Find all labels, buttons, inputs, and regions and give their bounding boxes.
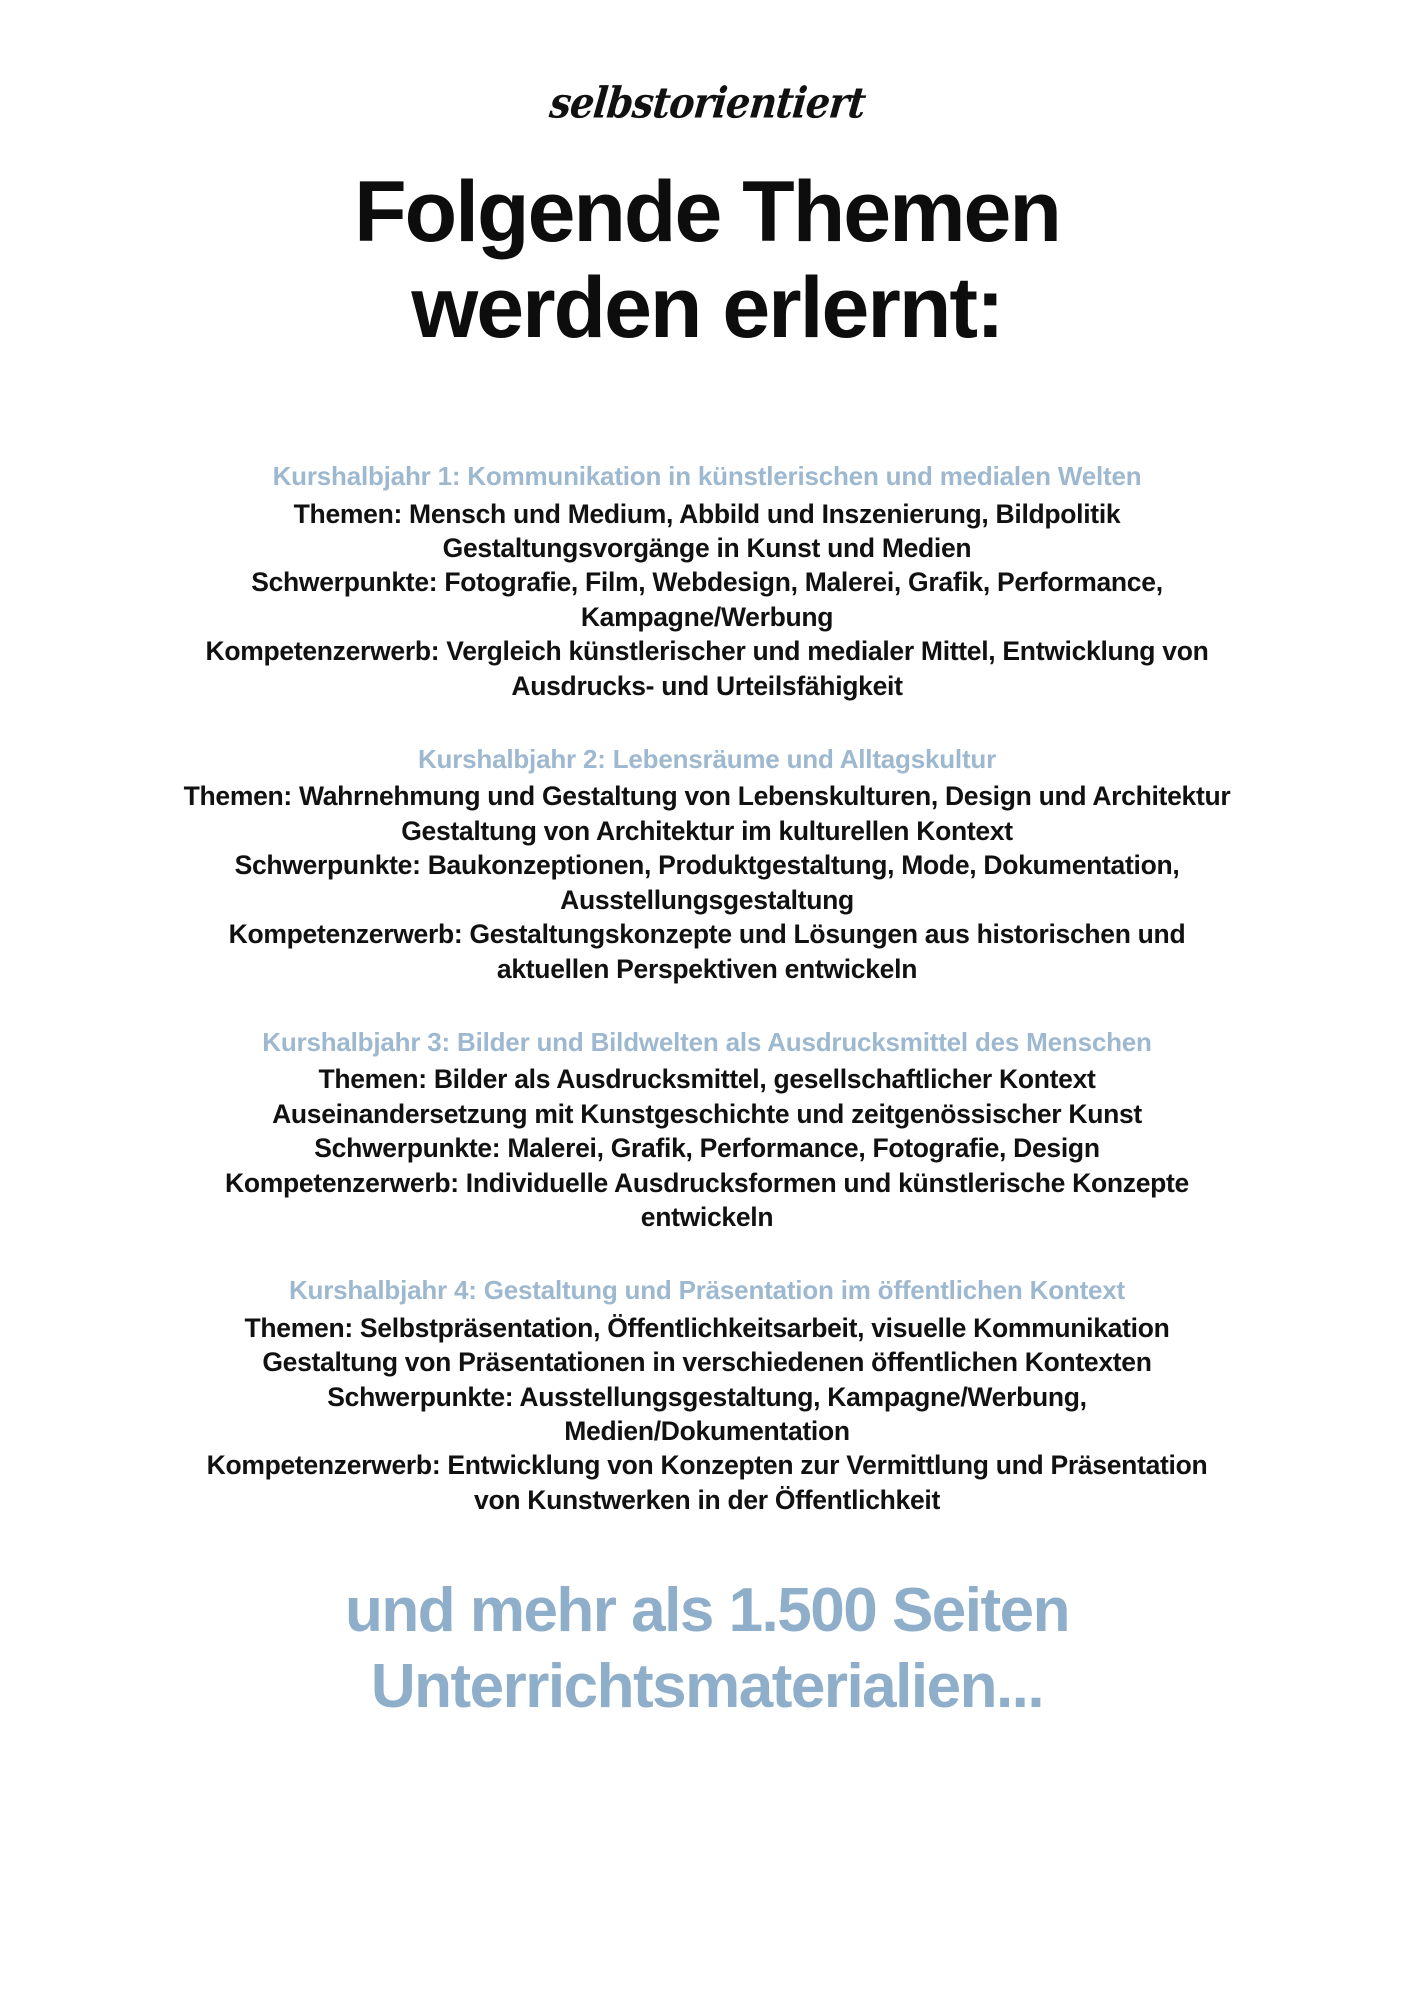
page-title-line-1: Folgende Themen [354,164,1060,260]
section-line: entwickeln [640,1202,774,1233]
section-line: Ausstellungsgestaltung [560,884,854,915]
section-line: Schwerpunkte: Malerei, Grafik, Performance, Fotografie, Design [314,1133,1100,1164]
course-section-3 [62,1026,1352,1234]
section-line: von Kunstwerken in der Öffentlichkeit [474,1484,940,1515]
section-title: Kurshalbjahr 3: Bilder und Bildwelten als Ausdrucksmittel des Menschen [262,1027,1152,1058]
footer-highlight-line-1: und mehr als 1.500 Seiten [344,1576,1070,1646]
section-title: Kurshalbjahr 2: Lebensräume und Alltagskultur [417,744,997,775]
section-line: Gestaltung von Architektur im kulturellen Kontext [401,815,1013,846]
page-title-line-2: werden erlernt: [411,260,1003,357]
footer-highlight-line-2: Unterrichtsmaterialien... [370,1651,1044,1721]
section-title: Kurshalbjahr 4: Gestaltung und Präsentation im öffentlichen Kontext [288,1275,1126,1306]
section-line: Kompetenzerwerb: Gestaltungskonzepte und Lösungen aus historischen und [228,919,1186,950]
section-line: Schwerpunkte: Ausstellungsgestaltung, Kampagne/Werbung, [327,1381,1087,1412]
page-title [354,164,1060,357]
section-line: Kompetenzerwerb: Vergleich künstlerischer und medialer Mittel, Entwicklung von [205,636,1209,667]
section-line: Medien/Dokumentation [564,1416,850,1447]
section-line: Ausdrucks- und Urteilsfähigkeit [511,670,903,701]
course-sections [62,460,1352,1517]
section-line: Themen: Bilder als Ausdrucksmittel, gesellschaftlicher Kontext [318,1064,1096,1095]
section-line: Schwerpunkte: Fotografie, Film, Webdesign, Malerei, Grafik, Performance, [251,567,1163,598]
section-line: Themen: Wahrnehmung und Gestaltung von Lebenskulturen, Design und Architektur [183,781,1231,812]
footer-highlight [345,1573,1069,1724]
section-line: Gestaltungsvorgänge in Kunst und Medien [442,532,972,563]
course-section-2 [62,743,1352,986]
section-line: Schwerpunkte: Baukonzeptionen, Produktgestaltung, Mode, Dokumentation, [234,850,1180,881]
section-line: Gestaltung von Präsentationen in verschiedenen öffentlichen Kontexten [262,1347,1152,1378]
course-section-1 [62,460,1352,703]
section-line: Kampagne/Werbung [580,601,834,632]
section-line: Themen: Mensch und Medium, Abbild und Inszenierung, Bildpolitik [293,498,1121,529]
section-line: Kompetenzerwerb: Entwicklung von Konzepten zur Vermittlung und Präsentation [206,1450,1208,1481]
section-title: Kurshalbjahr 1: Kommunikation in künstlerischen und medialen Welten [272,461,1142,492]
section-line: Auseinandersetzung mit Kunstgeschichte und zeitgenössischer Kunst [272,1098,1142,1129]
section-line: Themen: Selbstpräsentation, Öffentlichkeitsarbeit, visuelle Kommunikation [244,1312,1170,1343]
section-line: Kompetenzerwerb: Individuelle Ausdrucksformen und künstlerische Konzepte [225,1167,1189,1198]
brand-wordmark: selbstorientiert [546,77,868,128]
section-line: aktuellen Perspektiven entwickeln [496,953,918,984]
course-section-4 [62,1274,1352,1517]
